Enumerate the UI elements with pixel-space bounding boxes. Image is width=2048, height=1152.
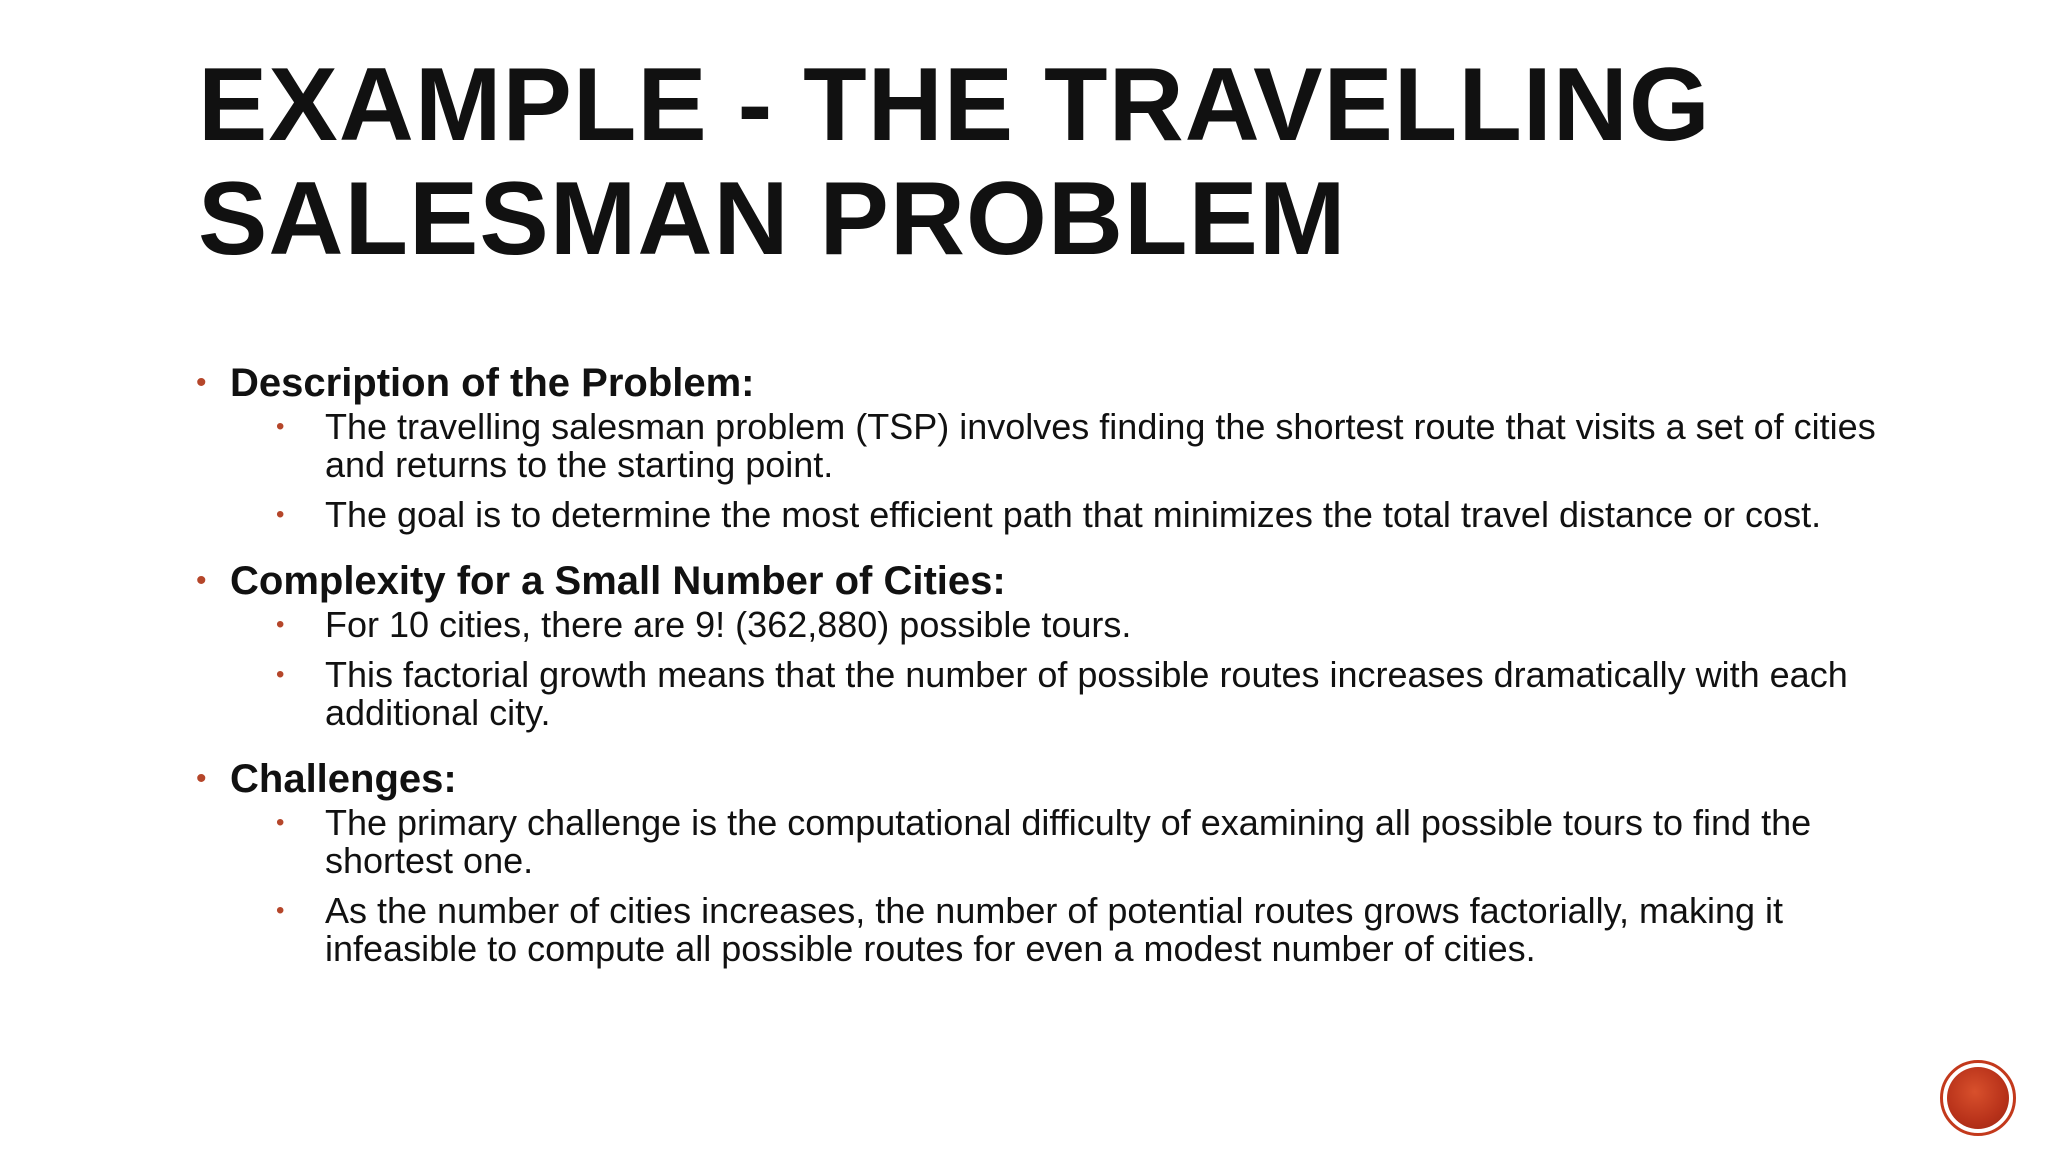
title-line-1: EXAMPLE - THE TRAVELLING bbox=[198, 47, 1711, 163]
slide-title bbox=[198, 48, 1898, 276]
sub-list bbox=[194, 804, 1894, 968]
bullet-icon: • bbox=[196, 762, 207, 795]
list-item bbox=[194, 408, 1894, 484]
section-heading-text: Complexity for a Small Number of Cities: bbox=[230, 559, 1006, 603]
bullet-icon: • bbox=[276, 661, 285, 688]
bullet-icon: • bbox=[276, 897, 285, 924]
list-item bbox=[194, 656, 1894, 732]
bullet-icon: • bbox=[276, 413, 285, 440]
section-heading-text: Challenges: bbox=[230, 757, 457, 801]
list-item bbox=[194, 892, 1894, 968]
list-item-text: The primary challenge is the computational difficulty of examining all possible tours to find the shortest one. bbox=[325, 802, 1812, 881]
circle-nav-icon bbox=[1947, 1067, 2009, 1129]
section-heading bbox=[194, 754, 1894, 804]
section-heading bbox=[194, 358, 1894, 408]
list-item-text: The goal is to determine the most efficient path that minimizes the total travel distance or cost. bbox=[325, 494, 1822, 535]
section-challenges bbox=[194, 754, 1894, 968]
list-item bbox=[194, 804, 1894, 880]
list-item-text: As the number of cities increases, the number of potential routes grows factorially, making it infeasible to compute all possible routes for even a modest number of cities. bbox=[325, 890, 1784, 969]
list-item bbox=[194, 606, 1894, 644]
bullet-icon: • bbox=[276, 611, 285, 638]
bullet-icon: • bbox=[196, 564, 207, 597]
section-description bbox=[194, 358, 1894, 534]
bullet-icon: • bbox=[276, 501, 285, 528]
bullet-icon: • bbox=[276, 809, 285, 836]
slide-nav-button[interactable] bbox=[1940, 1060, 2016, 1136]
sub-list bbox=[194, 606, 1894, 732]
bullet-icon: • bbox=[196, 366, 207, 399]
list-item-text: The travelling salesman problem (TSP) involves finding the shortest route that visits a set of cities and returns to the starting point. bbox=[325, 406, 1876, 485]
section-complexity bbox=[194, 556, 1894, 732]
list-item bbox=[194, 496, 1894, 534]
section-heading-text: Description of the Problem: bbox=[230, 361, 755, 405]
list-item-text: For 10 cities, there are 9! (362,880) possible tours. bbox=[325, 604, 1132, 645]
title-line-2: SALESMAN PROBLEM bbox=[198, 161, 1347, 277]
slide-content bbox=[194, 358, 1894, 990]
sub-list bbox=[194, 408, 1894, 534]
section-heading bbox=[194, 556, 1894, 606]
list-item-text: This factorial growth means that the number of possible routes increases dramatically with each additional city. bbox=[325, 654, 1848, 733]
